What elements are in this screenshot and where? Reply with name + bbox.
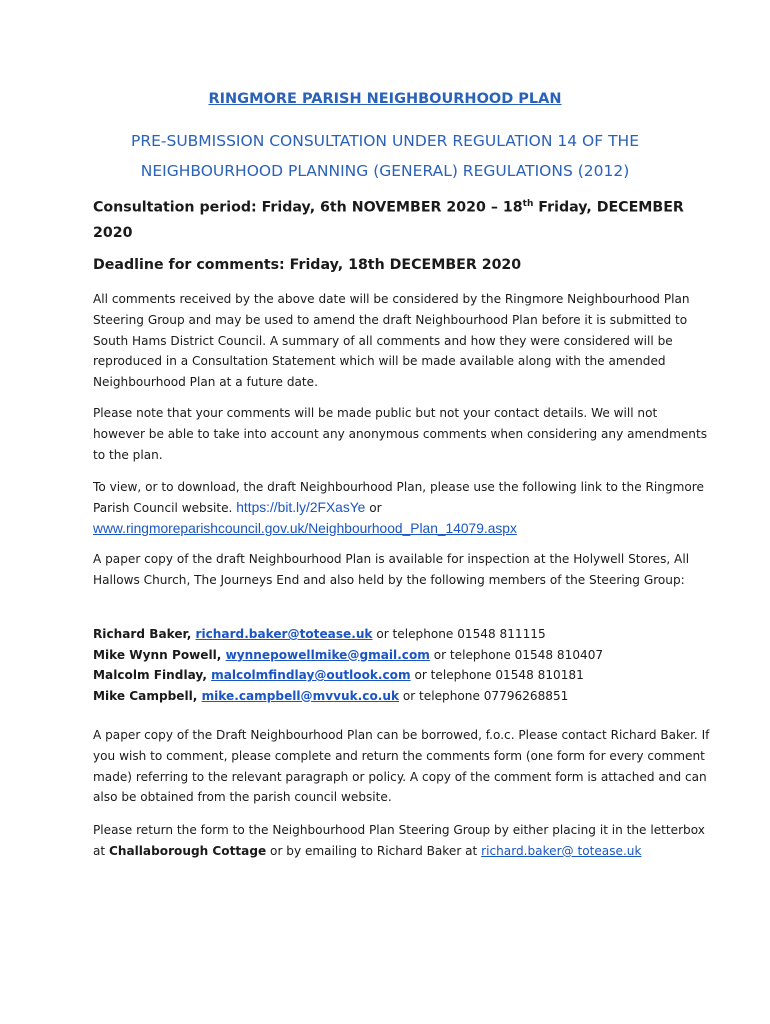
contact-phone: or telephone 01548 810181	[410, 668, 584, 682]
return-email-link[interactable]: richard.baker@ totease.uk	[481, 843, 642, 858]
contact-name: Richard Baker,	[93, 627, 196, 641]
period-text-end: Friday, DECEMBER 2020	[93, 199, 684, 241]
contact-phone: or telephone 01548 811115	[372, 627, 546, 641]
paragraph-paper-copy-locations: A paper copy of the draft Neighbourhood Plan is available for inspection at the Holywell Stores, All Hallows Church, The Journeys End and also held by the following members of the Steering Group:	[93, 552, 690, 587]
return-email-text: or by emailing to Richard Baker at	[266, 843, 482, 858]
subtitle-line-2: NEIGHBOURHOOD PLANNING (GENERAL) REGULATIONS (2012)	[140, 162, 630, 180]
return-form-text: Please return the form to the Neighbourhood Plan Steering Group by either placing it in the letterbox at	[93, 823, 705, 858]
paragraph-comments-consideration: All comments received by the above date will be considered by the Ringmore Neighbourhood Plan Steering Group and may be used to amend the draft Neighbourhood Plan before it is submitted to South Hams District Council. A summary of all comments and how they were considered will be reproduced in a Consultation Statement which will be made available along with the amended Neighbourhood Plan at a future date.	[93, 292, 690, 390]
comments-deadline: Deadline for comments: Friday, 18th DECEMBER 2020	[93, 257, 522, 273]
contact-email-link[interactable]: mike.campbell@mvvuk.co.uk	[201, 688, 399, 703]
short-plan-link[interactable]: https://bit.ly/2FXasYe	[236, 499, 366, 515]
contact-row	[93, 645, 733, 666]
council-plan-link[interactable]: www.ringmoreparishcouncil.gov.uk/Neighbourhood_Plan_14079.aspx	[93, 520, 517, 536]
contact-row	[93, 665, 733, 686]
subtitle-line-1: PRE-SUBMISSION CONSULTATION UNDER REGULATION 14 OF THE	[130, 132, 639, 150]
contact-email-link[interactable]: wynnepowellmike@gmail.com	[225, 647, 430, 662]
document-subtitle	[0, 126, 770, 186]
paragraph-privacy-note: Please note that your comments will be made public but not your contact details. We will not however be able to take into account any anonymous comments when considering any amendments to the plan.	[93, 406, 707, 462]
return-location: Challaborough Cottage	[109, 843, 267, 858]
contact-phone: or telephone 07796268851	[399, 688, 569, 703]
paragraph-view-download	[93, 477, 713, 539]
contact-phone: or telephone 01548 810407	[429, 647, 604, 662]
contact-name: Malcolm Findlay,	[93, 668, 212, 682]
paragraph-borrow-comment-form: A paper copy of the Draft Neighbourhood Plan can be borrowed, f.o.c. Please contact Richard Baker. If you wish to comment, please complete and return the comments form (one form for every comment made) referring to the relevant paragraph or policy. A copy of the comment form is attached and can also be obtained from the parish council website.	[93, 728, 710, 805]
steering-group-contacts	[93, 624, 733, 706]
paragraph-return-form	[93, 820, 713, 862]
contact-email-link[interactable]: richard.baker@totease.uk	[195, 627, 373, 641]
contact-name: Mike Wynn Powell,	[93, 647, 226, 662]
view-download-text: To view, or to download, the draft Neighbourhood Plan, please use the following link to the Ringmore Parish Council website.	[93, 480, 704, 515]
period-text-start: Consultation period: Friday, 6th NOVEMBER 2020 – 18	[93, 199, 523, 216]
consultation-period	[93, 192, 703, 246]
or-text: or	[365, 500, 382, 515]
contact-email-link[interactable]: malcolmfindlay@outlook.com	[211, 668, 411, 682]
document-title: RINGMORE PARISH NEIGHBOURHOOD PLAN	[208, 91, 562, 107]
contact-row	[93, 624, 733, 645]
period-superscript: th	[522, 199, 534, 209]
contact-row	[93, 686, 733, 707]
contact-name: Mike Campbell,	[93, 688, 202, 703]
